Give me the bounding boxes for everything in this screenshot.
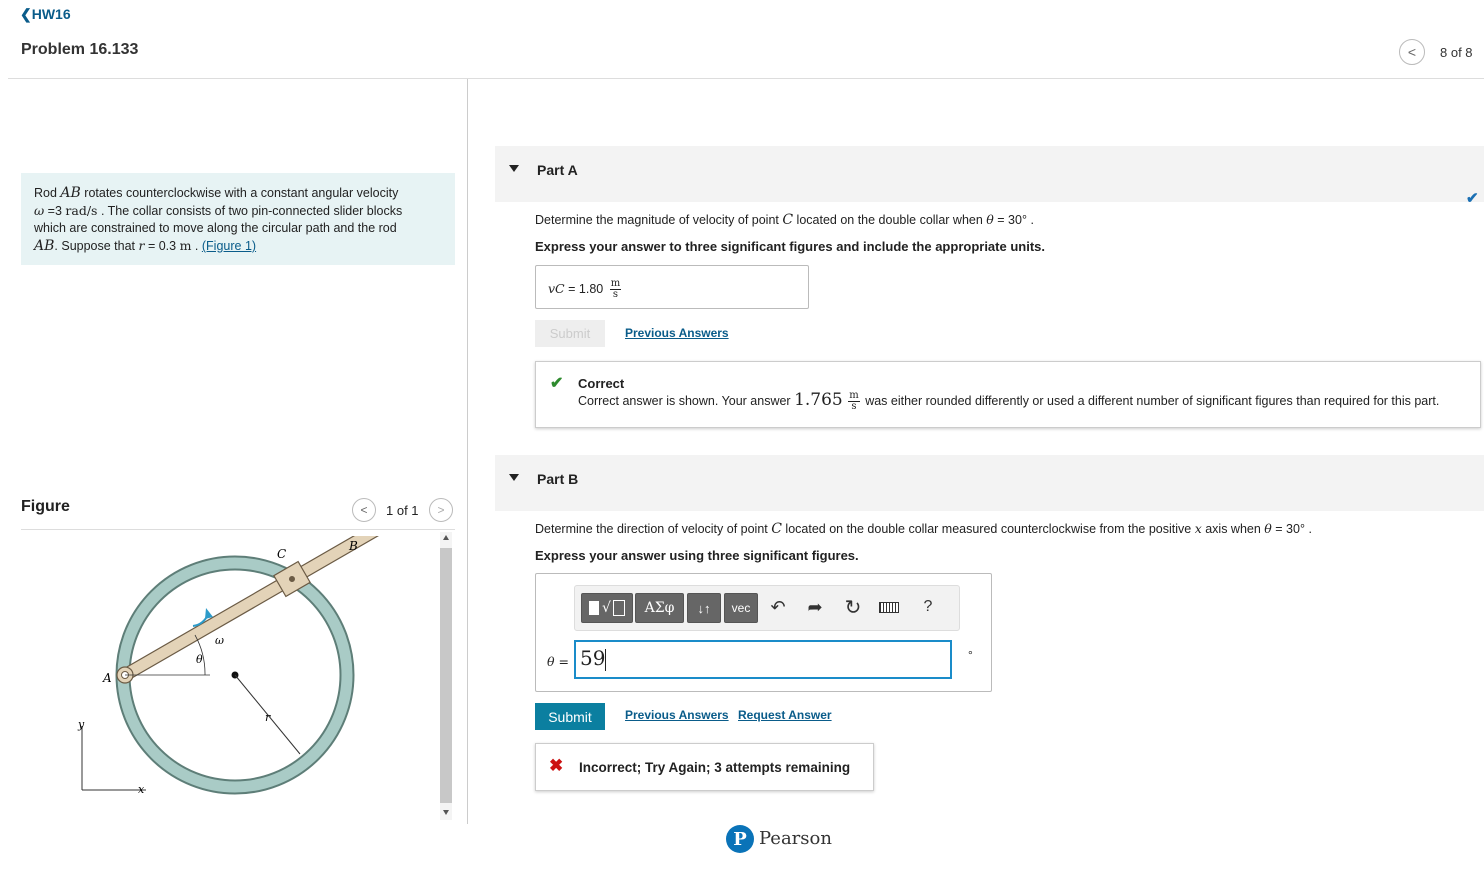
figure-divider: [21, 529, 455, 530]
keyboard-icon[interactable]: [877, 595, 901, 619]
chevron-left-icon: <: [1407, 44, 1417, 60]
chevron-left-icon: ❮: [20, 6, 32, 22]
collapse-triangle-icon: [509, 165, 519, 172]
part-a-answer-box: vC = 1.80 $\frac{m}{s}$: [535, 265, 809, 309]
part-a-complete-check-icon: ✔: [1466, 190, 1479, 207]
template-box-icon: [589, 601, 599, 615]
pagination-label: 8 of 8: [1440, 45, 1473, 60]
header-divider: [8, 78, 1484, 79]
problem-title: Problem 16.133: [21, 41, 139, 58]
label-x: x: [138, 783, 145, 796]
part-a-submit-button[interactable]: Submit: [535, 320, 605, 347]
part-a-title: Part A: [537, 162, 578, 178]
part-b-submit-button[interactable]: Submit: [535, 703, 605, 730]
part-b-feedback: [535, 743, 874, 791]
templates-button[interactable]: [581, 593, 633, 623]
label-c: C: [277, 547, 287, 561]
problem-statement: Rod AB rotates counterclockwise with a constant angular velocity ω =3 rad/s . The collar consists of two pin-connected slider blocks which are constrained to move along the circular path and the rod AB. Suppose that r = 0.3 m . (Figure 1): [21, 173, 455, 265]
label-theta: θ: [196, 653, 203, 666]
greek-symbols-button[interactable]: ΑΣφ: [635, 593, 684, 623]
previous-problem-button[interactable]: [1399, 39, 1425, 65]
incorrect-message: Incorrect; Try Again; 3 attempts remaining: [579, 760, 851, 775]
answer-unit: $\frac{m}{s}$: [610, 278, 621, 300]
radical-icon: √: [602, 600, 611, 616]
figure-1-link[interactable]: (Figure 1): [201, 239, 257, 253]
math-toolbar: [574, 585, 960, 631]
chevron-right-icon: >: [437, 503, 445, 517]
part-a-previous-answers-link[interactable]: Previous Answers: [625, 326, 729, 340]
figure-prev-button[interactable]: [352, 498, 376, 522]
part-a-feedback: [535, 361, 1481, 428]
part-b-answer-box: [535, 573, 992, 692]
request-answer-link[interactable]: Request Answer: [738, 708, 832, 722]
part-b-previous-answers-link[interactable]: Previous Answers: [625, 708, 729, 722]
label-b: B: [349, 539, 358, 553]
part-b-question: Determine the direction of velocity of point C located on the double collar measured counterclockwise from the positive x axis when θ = 30° .: [535, 521, 1312, 537]
feedback-title: Correct: [578, 376, 625, 391]
chevron-left-icon: <: [360, 503, 368, 517]
degree-unit: °: [968, 648, 973, 662]
label-y: y: [78, 718, 85, 731]
label-omega: ω: [215, 634, 224, 647]
theta-label: θ =: [547, 654, 569, 669]
part-b-title: Part B: [537, 471, 579, 487]
check-icon: ✔: [550, 375, 564, 392]
label-r: r: [265, 711, 271, 724]
part-a-instruction: Express your answer to three significant figures and include the appropriate units.: [535, 239, 1045, 254]
answer-variable: vC: [548, 280, 565, 296]
undo-icon[interactable]: ↶: [770, 596, 786, 617]
figure-scrollbar-thumb[interactable]: [440, 548, 452, 803]
help-button[interactable]: ?: [923, 598, 933, 615]
pearson-brand: Pearson: [759, 828, 832, 849]
part-a-header[interactable]: [495, 146, 1484, 202]
figure-diagram: [60, 536, 430, 806]
part-a-answer-value: 1.80: [578, 281, 604, 296]
figure-title: Figure: [21, 498, 70, 515]
reset-icon[interactable]: ↻: [844, 596, 862, 619]
figure-pager: 1 of 1: [386, 503, 419, 518]
part-b-header[interactable]: [495, 455, 1484, 511]
redo-icon[interactable]: ➦: [807, 596, 823, 617]
theta-answer-input[interactable]: 59: [574, 640, 952, 679]
sort-button[interactable]: ↓↑: [687, 593, 721, 623]
feedback-message: Correct answer is shown. Your answer 1.765 $\frac{m}{s}$ was either rounded differently or used a different number of significant figures than required for this part.: [578, 390, 1440, 413]
collapse-triangle-icon: [509, 474, 519, 481]
part-a-question: Determine the magnitude of velocity of point C located on the double collar when θ = 30° .: [535, 212, 1034, 228]
template-box-icon: [613, 600, 625, 616]
figure-scrollbar[interactable]: [440, 532, 452, 820]
part-b-instruction: Express your answer using three significant figures.: [535, 548, 859, 563]
panel-divider: [467, 79, 468, 824]
back-to-hw16-link[interactable]: ❮HW16: [20, 6, 71, 22]
vector-button[interactable]: vec: [724, 593, 758, 623]
figure-next-button[interactable]: [429, 498, 453, 522]
x-icon: ✖: [549, 756, 564, 775]
label-a: A: [103, 671, 112, 685]
pearson-logo-icon: P: [726, 825, 754, 853]
